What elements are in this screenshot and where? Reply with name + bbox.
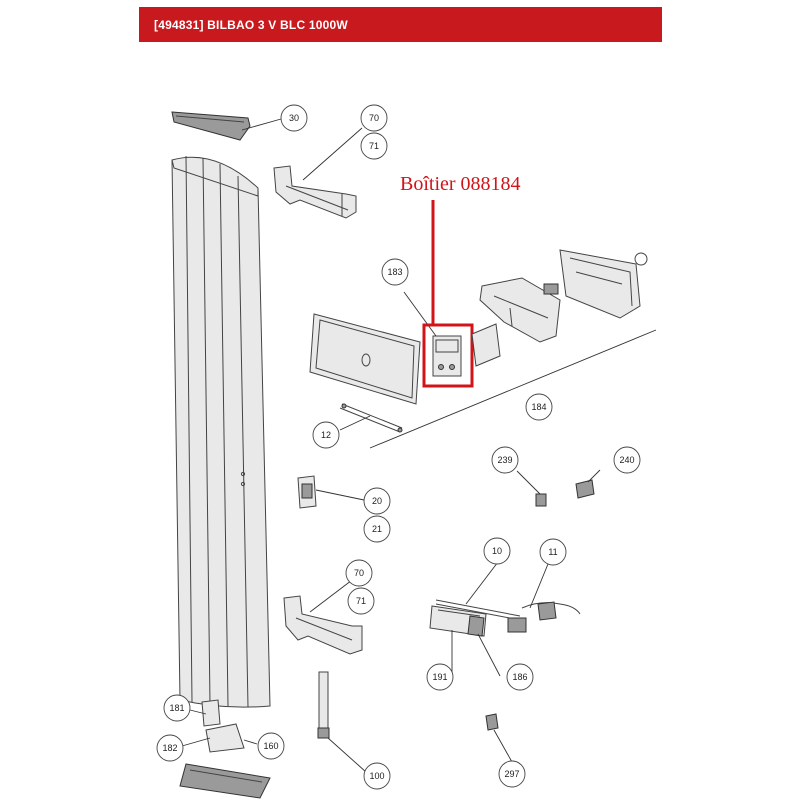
svg-text:297: 297 [504,769,520,779]
callout-71-lower [348,588,374,614]
callout-191 [427,664,453,690]
page-title: [494831] BILBAO 3 V BLC 1000W [154,18,348,32]
part-181-182-160-bottom [180,700,270,798]
callout-240 [614,447,640,473]
part-239-sensor [517,471,546,506]
svg-text:181: 181 [169,703,185,713]
callout-183 [382,259,408,285]
part-70-71-upper-bracket [274,128,362,218]
callout-21 [364,516,390,542]
part-70-71-lower-bracket [284,574,362,654]
svg-text:21: 21 [371,524,383,534]
svg-text:71: 71 [368,141,380,151]
part-100-heating-rod [318,672,366,772]
part-240-connector [576,470,600,498]
svg-text:186: 186 [512,672,528,682]
part-297-clip [486,714,512,762]
svg-text:240: 240 [619,455,635,465]
svg-text:182: 182 [162,743,178,753]
callout-100 [364,763,390,789]
callout-30 [281,105,307,131]
callout-11 [540,539,566,565]
svg-text:30: 30 [288,113,300,123]
part-10-control-board [430,562,520,676]
callout-184 [526,394,552,420]
callout-182 [157,735,183,761]
svg-text:184: 184 [531,402,547,412]
callout-70-lower [346,560,372,586]
callout-160 [258,733,284,759]
part-20-21-thermostat [298,476,364,508]
callout-71-upper [361,133,387,159]
svg-text:70: 70 [353,568,365,578]
svg-text:100: 100 [369,771,385,781]
callout-10 [484,538,510,564]
boitier-label: Boîtier 088184 [400,173,521,195]
callout-181 [164,695,190,721]
callout-297 [499,761,525,787]
svg-text:183: 183 [387,267,403,277]
part-30-top-grille [172,112,281,140]
part-radiator-panel [172,156,270,707]
callout-20 [364,488,390,514]
callout-239 [492,447,518,473]
part-12-rod [340,404,402,432]
svg-text:191: 191 [432,672,448,682]
part-11-wiring [508,564,580,632]
svg-text:71: 71 [355,596,367,606]
svg-text:160: 160 [263,741,279,751]
svg-text:239: 239 [497,455,513,465]
part-boitier-088184 [424,325,472,386]
callout-12 [313,422,339,448]
part-183-mounting-plate [310,292,436,404]
callout-186 [507,664,533,690]
svg-text:70: 70 [368,113,380,123]
svg-text:20: 20 [371,496,383,506]
svg-text:10: 10 [491,546,503,556]
svg-text:12: 12 [320,430,332,440]
callout-70-upper [361,105,387,131]
svg-text:11: 11 [548,547,558,557]
